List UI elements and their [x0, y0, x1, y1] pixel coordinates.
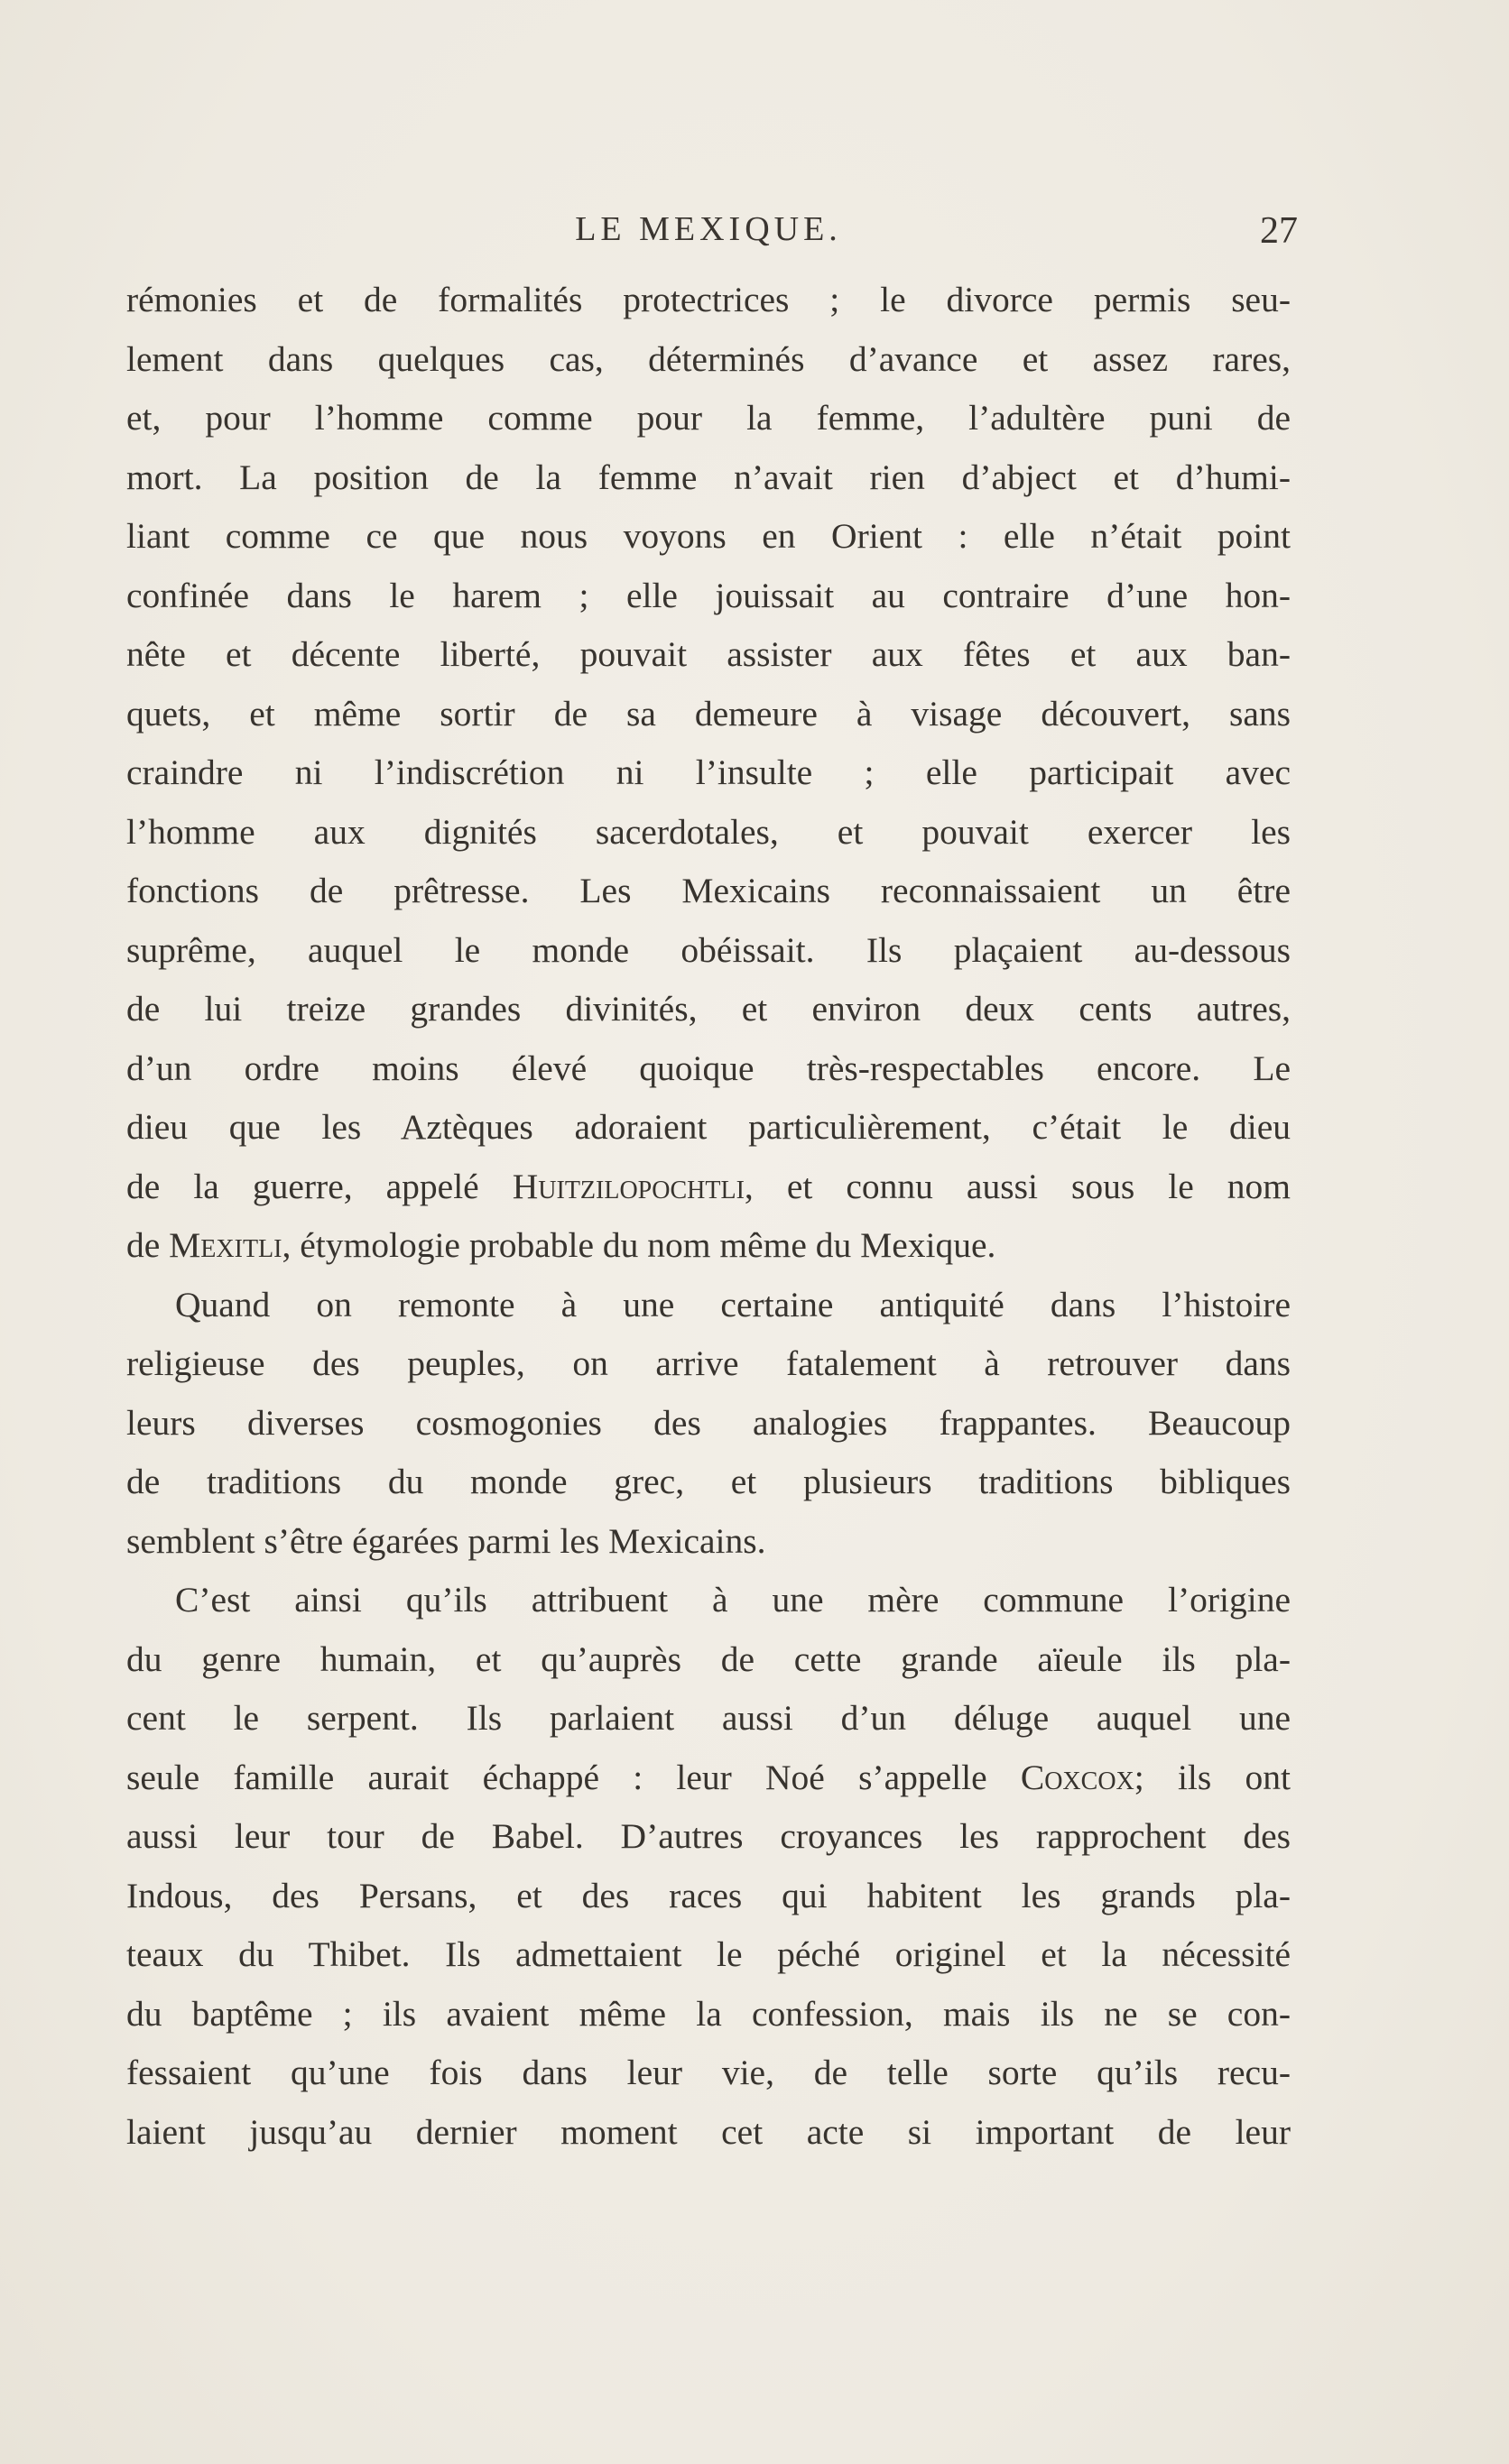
text-fragment: , étymologie probable du nom même du Mexique. — [282, 1225, 996, 1265]
text-line: semblent s’être égarées parmi les Mexicains. — [126, 1520, 766, 1561]
text-line — [126, 1158, 1291, 1217]
text-line: C’est ainsi qu’ils attribuent à une mère commune l’origine — [175, 1580, 1291, 1620]
text-line: teaux du Thibet. Ils admettaient le péché originel et la nécessité — [126, 1934, 1291, 1974]
text-line: l’homme aux dignités sacerdotales, et pouvait exercer les — [126, 811, 1291, 852]
text-line: nête et décente liberté, pouvait assister aux fêtes et aux ban- — [126, 634, 1291, 674]
running-title: LE MEXIQUE. — [575, 210, 842, 248]
text-line: aussi leur tour de Babel. D’autres croyances les rapprochent des — [126, 1816, 1291, 1856]
text-line — [126, 1216, 1291, 1276]
text-line: fessaient qu’une fois dans leur vie, de telle sorte qu’ils recu- — [126, 2053, 1291, 2092]
text-line: lement dans quelques cas, déterminés d’avance et assez rares, — [126, 338, 1291, 379]
text-line: Quand on remonte à une certaine antiquité dans l’histoire — [175, 1284, 1291, 1324]
text-line: quets, et même sortir de sa demeure à visage découvert, sans — [126, 693, 1291, 734]
small-caps-name: Huitzilopochtli — [512, 1166, 745, 1206]
text-line: de lui treize grandes divinités, et environ deux cents autres, — [126, 989, 1291, 1029]
text-line: de traditions du monde grec, et plusieurs traditions bibliques — [126, 1462, 1291, 1501]
text-line: leurs diverses cosmogonies des analogies frappantes. Beaucoup — [126, 1402, 1291, 1443]
small-caps-name: Mexitli — [169, 1225, 282, 1265]
text-line: fonctions de prêtresse. Les Mexicains reconnaissaient un être — [126, 871, 1291, 910]
text-line: d’un ordre moins élevé quoique très-respectables encore. Le — [126, 1047, 1291, 1088]
text-line: cent le serpent. Ils parlaient aussi d’un déluge auquel une — [126, 1698, 1291, 1738]
text-fragment: seule famille aurait échappé : leur Noé s’appelle — [126, 1757, 1021, 1797]
page-number: 27 — [1260, 210, 1298, 252]
text-line: laient jusqu’au dernier moment cet acte si important de leur — [126, 2111, 1291, 2152]
text-line — [126, 1749, 1291, 1808]
text-line: du genre humain, et qu’auprès de cette grande aïeule ils pla- — [126, 1638, 1291, 1679]
text-fragment: ; ils ont — [1134, 1757, 1291, 1797]
body-text — [126, 271, 1291, 2162]
small-caps-name: Coxcox — [1020, 1757, 1134, 1797]
text-line: confinée dans le harem ; elle jouissait au contraire d’une hon- — [126, 575, 1291, 615]
text-fragment: de — [126, 1225, 170, 1265]
text-line: religieuse des peuples, on arrive fatalement à retrouver dans — [126, 1343, 1291, 1383]
text-line: craindre ni l’indiscrétion ni l’insulte ; elle participait avec — [126, 752, 1291, 792]
running-head — [126, 209, 1298, 254]
text-line: dieu que les Aztèques adoraient particulièrement, c’était le dieu — [126, 1107, 1291, 1147]
text-line: liant comme ce que nous voyons en Orient : elle n’était point — [126, 516, 1291, 556]
text-fragment: , et connu aussi sous le nom — [744, 1166, 1291, 1206]
text-line: rémonies et de formalités protectrices ; le divorce permis seu- — [126, 280, 1291, 319]
text-line: mort. La position de la femme n’avait rien d’abject et d’humi- — [126, 457, 1291, 497]
text-fragment: de la guerre, appelé — [126, 1166, 513, 1206]
text-line: et, pour l’homme comme pour la femme, l’adultère puni de — [126, 398, 1291, 438]
text-line: du baptême ; ils avaient même la confession, mais ils ne se con- — [126, 1993, 1291, 2034]
text-line: Indous, des Persans, et des races qui habitent les grands pla- — [126, 1875, 1291, 1915]
text-line: suprême, auquel le monde obéissait. Ils plaçaient au-dessous — [126, 929, 1291, 970]
